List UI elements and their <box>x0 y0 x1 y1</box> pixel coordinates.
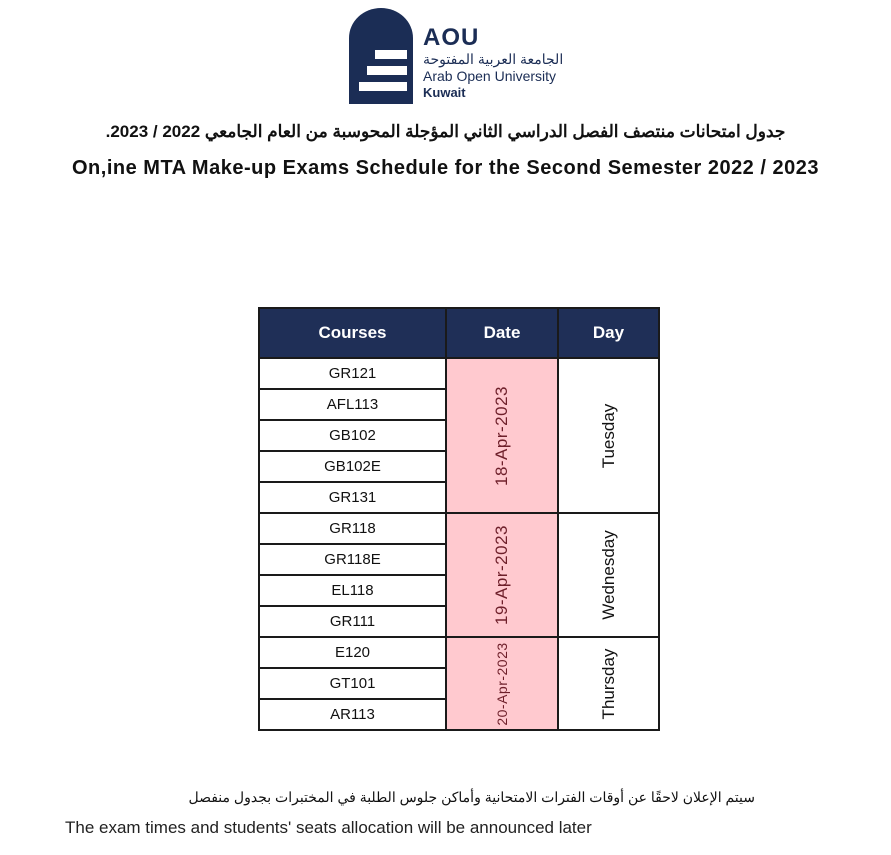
date-label: 20-Apr-2023 <box>494 641 510 726</box>
table-header-row <box>259 308 659 358</box>
table-row <box>259 637 659 668</box>
course-cell: GR118 <box>259 513 446 544</box>
date-cell <box>446 637 558 730</box>
day-label: Thursday <box>598 648 618 719</box>
exam-schedule-table <box>258 307 660 731</box>
announcement-english: The exam times and students' seats allocation will be announced later <box>65 818 592 837</box>
logo-branch: Kuwait <box>423 85 466 100</box>
page-title-arabic: جدول امتحانات منتصف الفصل الدراسي الثاني المؤجلة المحوسبة من العام الجامعي 2022 / 2023. <box>105 122 786 141</box>
date-cell <box>446 513 558 637</box>
day-cell <box>558 513 659 637</box>
course-cell: AR113 <box>259 699 446 730</box>
course-cell: GT101 <box>259 668 446 699</box>
day-cell <box>558 358 659 513</box>
logo-abbreviation: AOU <box>423 24 480 51</box>
day-label: Wednesday <box>598 530 618 620</box>
aou-emblem-icon <box>349 8 413 104</box>
course-cell: E120 <box>259 637 446 668</box>
table-row <box>259 513 659 544</box>
page-title-english: On,ine MTA Make-up Exams Schedule for the Second Semester 2022 / 2023 <box>72 157 819 179</box>
day-label: Tuesday <box>598 403 618 468</box>
announcement-arabic: سيتم الإعلان لاحقًا عن أوقات الفترات الامتحانية وأماكن جلوس الطلبة في المختبرات بجدول منفصل <box>188 789 755 805</box>
logo-arabic-name: الجامعة العربية المفتوحة <box>423 51 564 67</box>
course-cell: GR111 <box>259 606 446 637</box>
course-cell: GR131 <box>259 482 446 513</box>
header-courses: Courses <box>259 308 446 358</box>
header-date: Date <box>446 308 558 358</box>
course-cell: GB102E <box>259 451 446 482</box>
header-day: Day <box>558 308 659 358</box>
day-cell <box>558 637 659 730</box>
logo-english-name: Arab Open University <box>423 68 557 84</box>
table-row <box>259 358 659 389</box>
course-cell: EL118 <box>259 575 446 606</box>
date-label: 19-Apr-2023 <box>492 524 511 626</box>
aou-logo <box>349 8 589 104</box>
course-cell: GR118E <box>259 544 446 575</box>
course-cell: GB102 <box>259 420 446 451</box>
date-cell <box>446 358 558 513</box>
course-cell: GR121 <box>259 358 446 389</box>
date-label: 18-Apr-2023 <box>492 385 511 486</box>
course-cell: AFL113 <box>259 389 446 420</box>
